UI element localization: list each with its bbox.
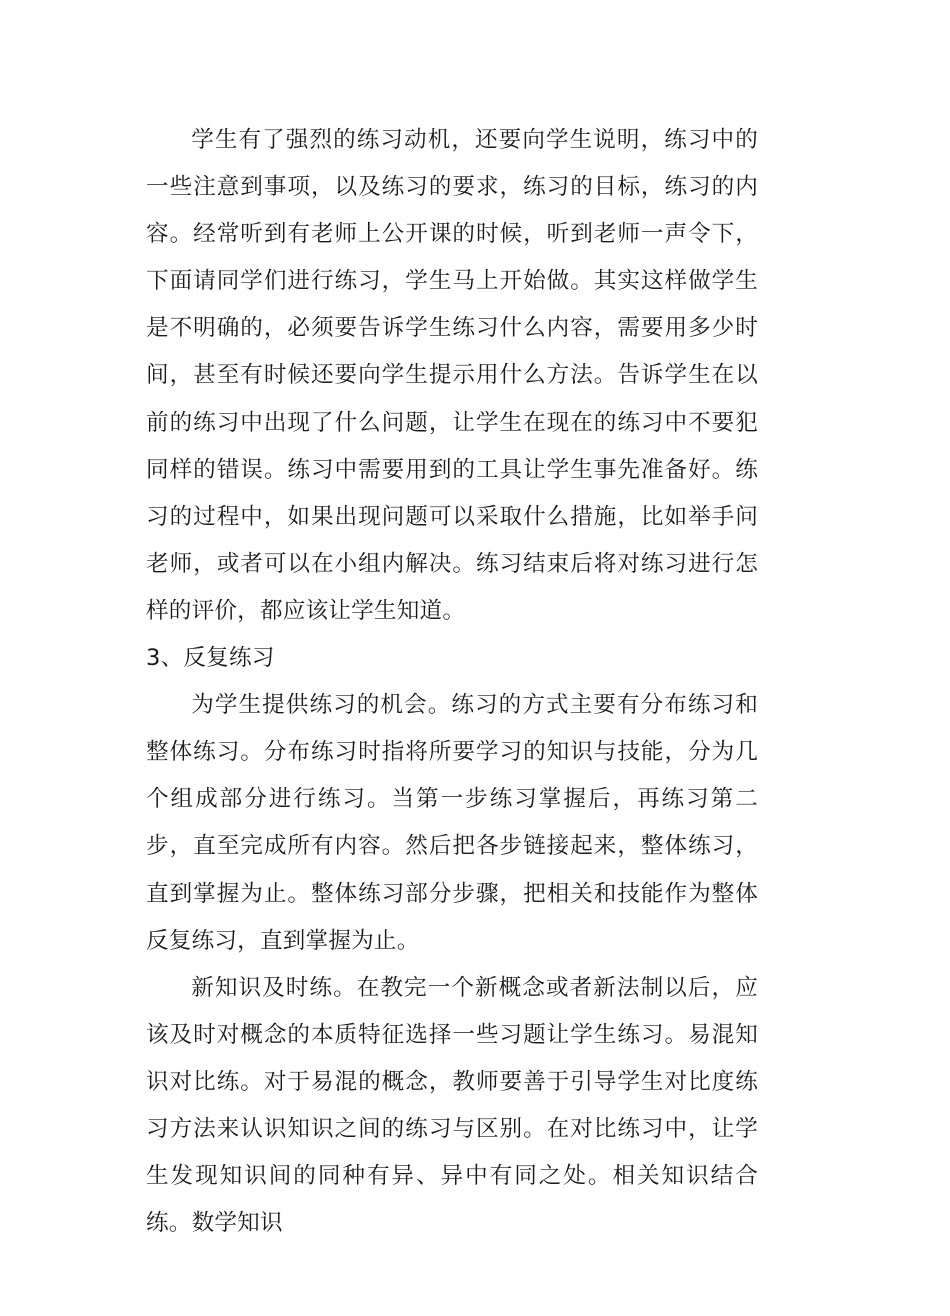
section-heading: 3、反复练习 <box>146 645 275 672</box>
body-paragraph: 为学生提供练习的机会。练习的方式主要有分布练习和整体练习。分布练习时指将所要学习的知识与技能，分为几个组成部分进行练习。当第一步练习掌握后，再练习第二步，直至完成所有内容。然后把各步链接起来，整体练习，直到掌握为止。整体练习部分步骤，把相关和技能作为整体反复练习，直到掌握为止。 <box>146 692 758 954</box>
body-paragraph: 新知识及时练。在教完一个新概念或者新法制以后，应该及时对概念的本质特征选择一些习题让学生练习。易混知识对比练。对于易混的概念，教师要善于引导学生对比度练习方法来认识知识之间的练习与区别。在对比练习中，让学生发现知识间的同种有异、异中有同之处。相关知识结合练。数学知识 <box>146 974 758 1237</box>
document-body <box>146 117 758 1247</box>
body-paragraph: 学生有了强烈的练习动机，还要向学生说明，练习中的一些注意到事项，以及练习的要求，练习的目标，练习的内容。经常听到有老师上公开课的时候，听到老师一声令下，下面请同学们进行练习，学生马上开始做。其实这样做学生是不明确的，必须要告诉学生练习什么内容，需要用多少时间，甚至有时候还要向学生提示用什么方法。告诉学生在以前的练习中出现了什么问题，让学生在现在的练习中不要犯同样的错误。练习中需要用到的工具让学生事先准备好。练习的过程中，如果出现问题可以采取什么措施，比如举手问老师，或者可以在小组内解决。练习结束后将对练习进行怎样的评价，都应该让学生知道。 <box>146 127 758 624</box>
